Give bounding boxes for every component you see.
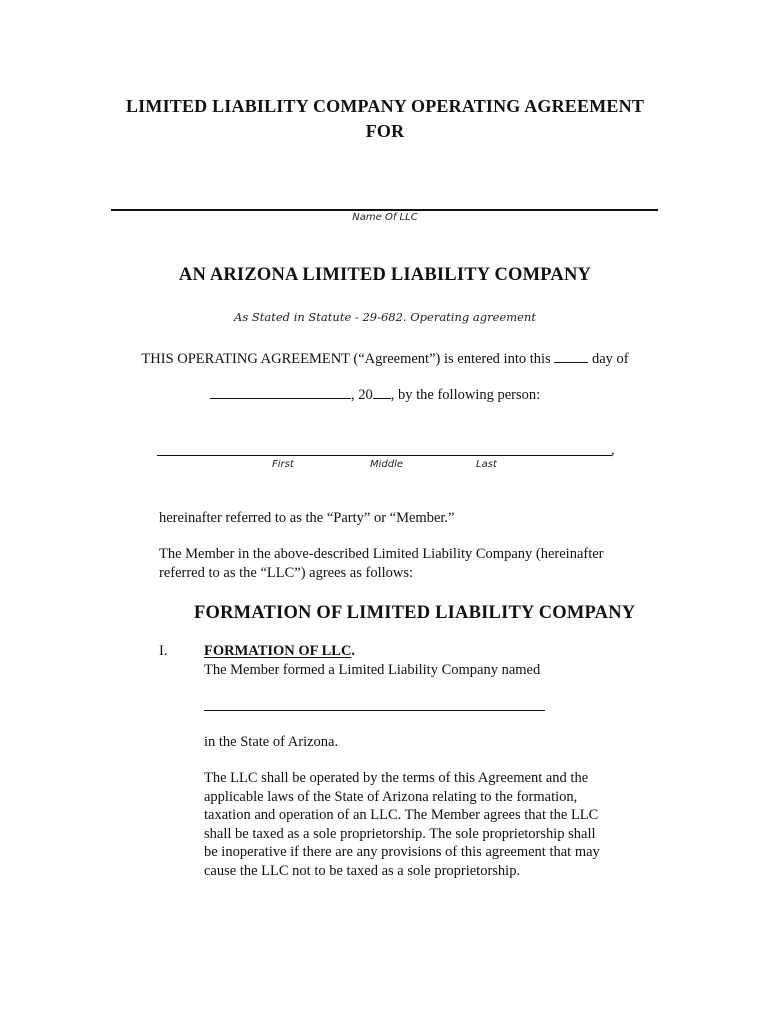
document-title-line2: FOR [365, 121, 405, 141]
month-day-blank[interactable] [210, 385, 351, 399]
name-line-comma: , [611, 442, 615, 458]
paragraph-line: applicable laws of the State of Arizona relating to the formation, [204, 788, 578, 805]
year-blank[interactable] [373, 385, 391, 399]
day-blank[interactable] [554, 349, 588, 363]
article-heading [204, 642, 355, 661]
state-text: in the State of Arizona. [204, 734, 339, 750]
intro-text-2: day of [591, 351, 629, 367]
state-subtitle: AN ARIZONA LIMITED LIABILITY COMPANY [178, 265, 592, 285]
member-text-line1: The Member in the above-described Limited Liability Company (hereinafter [159, 546, 604, 562]
article-heading-text: FORMATION OF LLC [204, 643, 352, 659]
paragraph-line: taxation and operation of an LLC. The Member agrees that the LLC [204, 807, 599, 823]
date-line [210, 385, 540, 405]
article-number: I. [159, 643, 168, 659]
intro-line [0, 349, 770, 369]
party-text: hereinafter referred to as the “Party” or “Member.” [159, 510, 455, 526]
middle-name-caption: Middle [370, 459, 404, 470]
paragraph-line: be inoperative if there are any provisions of this agreement that may [204, 844, 600, 860]
first-name-caption: First [272, 459, 294, 470]
date-suffix: , by the following person: [390, 387, 541, 403]
paragraph-line: cause the LLC not to be taxed as a sole proprietorship. [204, 862, 521, 879]
document-title-line1: LIMITED LIABILITY COMPANY OPERATING AGREEMENT [125, 96, 645, 116]
article-heading-period: . [351, 643, 356, 659]
company-name-line[interactable] [204, 710, 545, 711]
member-text-line2: referred to as the “LLC”) agrees as follows: [159, 565, 414, 581]
article-line1: The Member formed a Limited Liability Company named [204, 662, 541, 678]
article-paragraph [204, 769, 600, 880]
paragraph-line: shall be taxed as a sole proprietorship. The sole proprietorship shall [204, 825, 596, 842]
member-name-line[interactable] [157, 455, 612, 456]
llc-name-line[interactable] [111, 209, 658, 211]
section-heading: FORMATION OF LIMITED LIABILITY COMPANY [194, 603, 636, 623]
intro-text-1: THIS OPERATING AGREEMENT (“Agreement”) is entered into this [141, 351, 551, 367]
llc-name-caption: Name Of LLC [352, 212, 418, 223]
statute-reference: As Stated in Statute - 29-682. Operating agreement [234, 310, 536, 324]
year-prefix: , 20 [351, 387, 373, 403]
paragraph-line: The LLC shall be operated by the terms of this Agreement and the [204, 770, 589, 786]
last-name-caption: Last [476, 459, 497, 470]
